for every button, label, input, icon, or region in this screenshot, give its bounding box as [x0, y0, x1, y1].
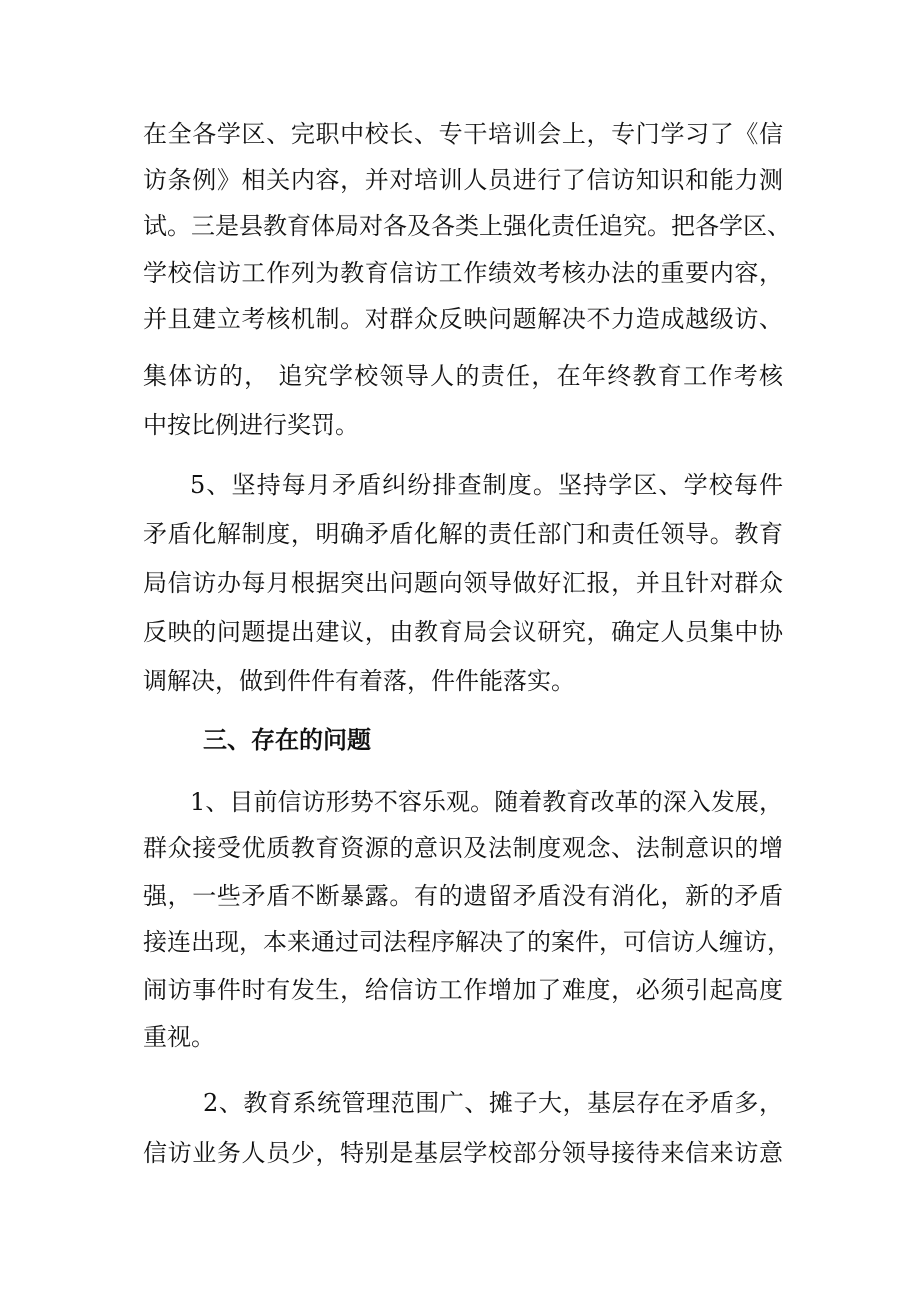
paragraph-3-line-3: 强，一些矛盾不断暴露。有的遗留矛盾没有消化，新的矛盾	[143, 882, 783, 910]
paragraph-1-line-6: 集体访的， 追究学校领导人的责任，在年终教育工作考核	[143, 362, 783, 390]
paragraph-1-line-4: 学校信访工作列为教育信访工作绩效考核办法的重要内容，	[143, 259, 783, 287]
paragraph-2-line-4: 反映的问题提出建议，由教育局会议研究，确定人员集中协	[143, 618, 783, 646]
paragraph-4-line-2: 信访业务人员少，特别是基层学校部分领导接待来信来访意	[143, 1139, 783, 1167]
paragraph-4-line-1: 2、教育系统管理范围广、摊子大，基层存在矛盾多，	[203, 1089, 783, 1117]
paragraph-1-line-1: 在全各学区、完职中校长、专干培训会上，专门学习了《信	[143, 120, 783, 148]
paragraph-2-line-5: 调解决，做到件件有着落，件件能落实。	[143, 667, 575, 695]
paragraph-3-line-6: 重视。	[143, 1023, 215, 1051]
paragraph-3-line-4: 接连出现，本来通过司法程序解决了的案件，可信访人缠访，	[143, 928, 791, 956]
paragraph-3-line-2: 群众接受优质教育资源的意识及法制度观念、法制意识的增	[143, 834, 783, 862]
paragraph-3-line-1: 1、目前信访形势不容乐观。随着教育改革的深入发展，	[190, 788, 783, 816]
paragraph-1-line-3: 试。三是县教育体局对各及各类上强化责任追究。把各学区、	[143, 212, 791, 240]
section-heading: 三、存在的问题	[203, 725, 371, 754]
paragraph-2-line-1: 5、坚持每月矛盾纠纷排查制度。坚持学区、学校每件	[190, 471, 783, 499]
paragraph-1-line-2: 访条例》相关内容，并对培训人员进行了信访知识和能力测	[143, 166, 783, 194]
paragraph-3-line-5: 闹访事件时有发生，给信访工作增加了难度，必须引起高度	[143, 976, 783, 1004]
paragraph-1-line-5: 并且建立考核机制。对群众反映问题解决不力造成越级访、	[143, 305, 783, 333]
paragraph-2-line-3: 局信访办每月根据突出问题向领导做好汇报，并且针对群众	[143, 569, 783, 597]
paragraph-1-line-7: 中按比例进行奖罚。	[143, 411, 359, 439]
paragraph-2-line-2: 矛盾化解制度，明确矛盾化解的责任部门和责任领导。教育	[143, 520, 783, 548]
